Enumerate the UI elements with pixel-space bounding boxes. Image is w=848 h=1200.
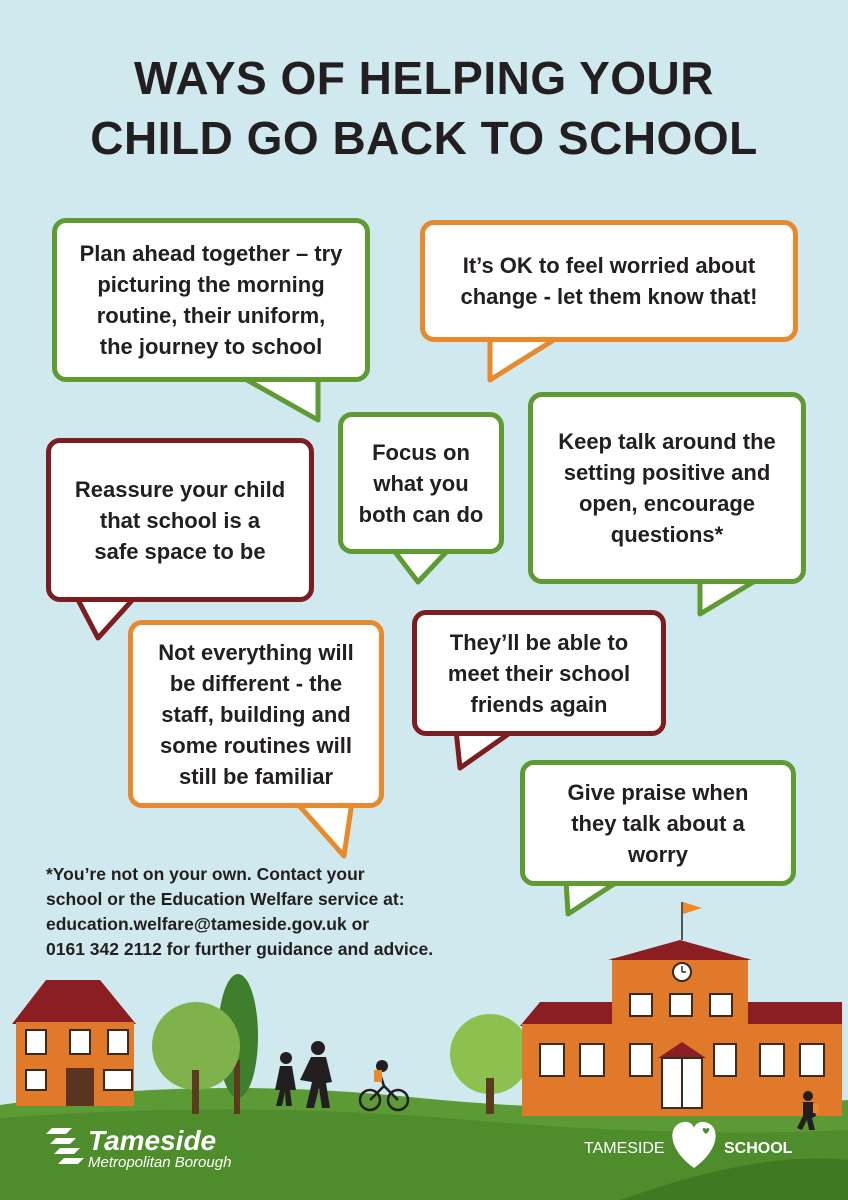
plan-ahead-line: routine, their uniform, xyxy=(96,303,326,328)
not-everything-line: Not everything will xyxy=(158,639,354,665)
title-line-1: WAYS OF HELPING YOUR xyxy=(134,52,714,104)
school-building xyxy=(520,902,842,1116)
keep-talk-line: questions* xyxy=(610,522,724,547)
title-line-2: CHILD GO BACK TO SCHOOL xyxy=(90,112,758,164)
note-email-line[interactable]: education.welfare@tameside.gov.uk or xyxy=(46,914,370,934)
plan-ahead-line: the journey to school xyxy=(99,334,323,359)
keep-talk-line: open, encourage xyxy=(578,491,756,516)
keep-talk-line: setting positive and xyxy=(563,460,771,485)
praise-line: Give praise when xyxy=(567,779,749,805)
left-house xyxy=(12,980,136,1106)
praise-line: worry xyxy=(628,841,688,867)
reassure-line: Reassure your child xyxy=(74,476,286,502)
ok-worried-line: It’s OK to feel worried about xyxy=(462,253,756,278)
focus-line: Focus on xyxy=(372,439,470,465)
tree-near-school xyxy=(450,1014,530,1114)
praise-line: they talk about a xyxy=(571,810,745,836)
note-phone-line: 0161 342 2112 for further guidance and advice. xyxy=(46,939,434,959)
friends-line: friends again xyxy=(470,691,608,717)
friends-line: meet their school xyxy=(447,660,631,686)
plan-ahead-line: picturing the morning xyxy=(97,272,325,297)
note-line: *You’re not on your own. Contact your xyxy=(46,864,365,884)
not-everything-line: be different - the xyxy=(169,670,343,696)
not-everything-line: staff, building and xyxy=(161,701,351,727)
ok-worried-line: change - let them know that! xyxy=(460,284,758,309)
note-line: school or the Education Welfare service at: xyxy=(46,889,405,909)
tameside-logo-name: Tameside xyxy=(88,1125,217,1156)
friends-line: They’ll be able to xyxy=(449,629,629,655)
focus-line: both can do xyxy=(358,501,484,527)
tameside-logo-subtitle: Metropolitan Borough xyxy=(88,1154,232,1171)
brand-left-text: TAMESIDE xyxy=(584,1140,665,1157)
not-everything-line: some routines will xyxy=(160,732,352,758)
brand-right-text: SCHOOL xyxy=(724,1140,793,1157)
reassure-line: safe space to be xyxy=(94,538,266,564)
not-everything-line: still be familiar xyxy=(178,763,334,789)
keep-talk-line: Keep talk around the xyxy=(558,429,776,454)
flag-icon xyxy=(683,902,702,914)
focus-line: what you xyxy=(373,470,469,496)
plan-ahead-line: Plan ahead together – try xyxy=(79,241,343,266)
reassure-line: that school is a xyxy=(99,507,261,533)
